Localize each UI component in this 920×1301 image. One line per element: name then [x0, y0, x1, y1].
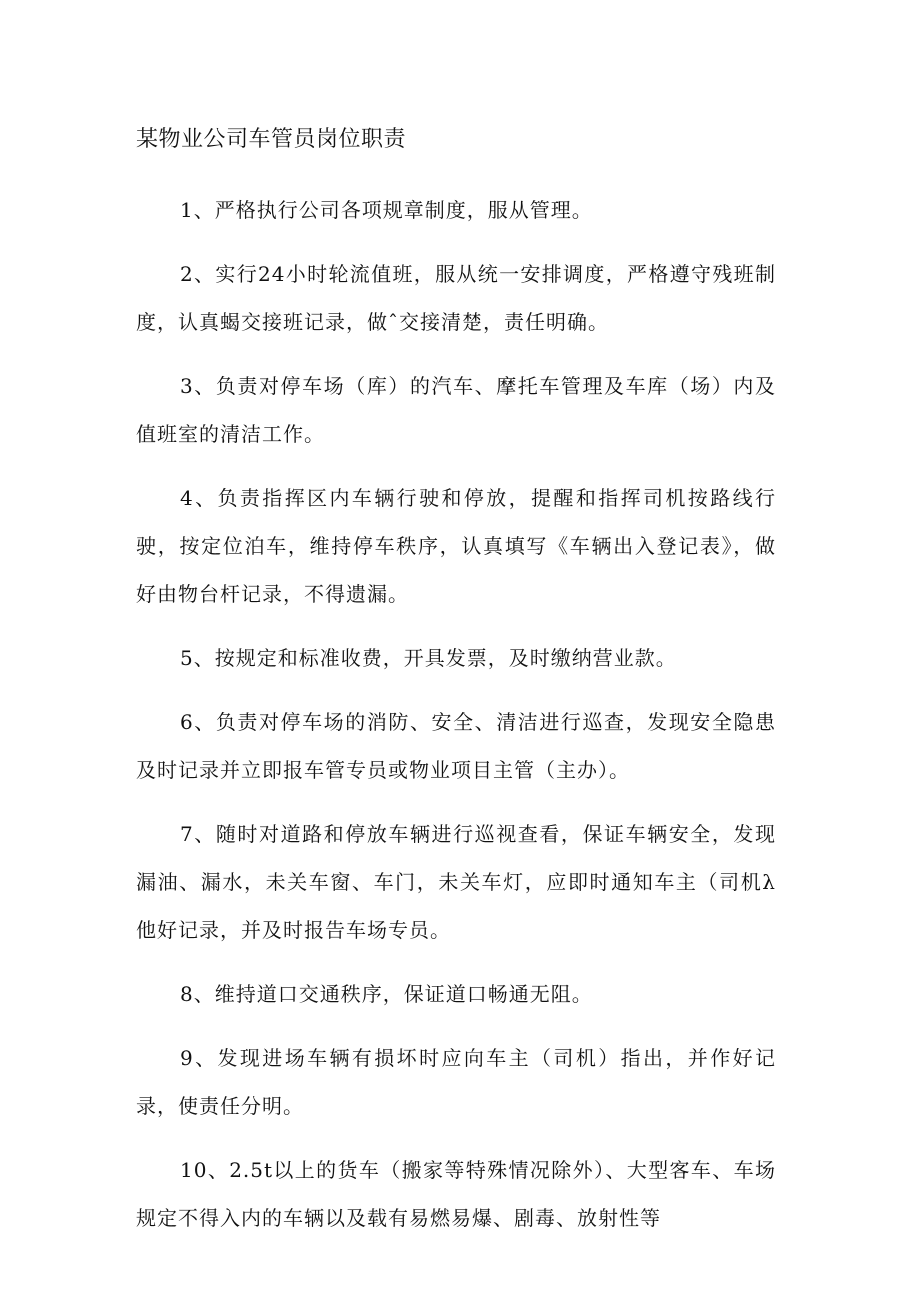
document-title: 某物业公司车管员岗位职责: [136, 127, 407, 152]
duty-item-8: 8、维持道口交通秩序，保证道口畅通无阻。: [180, 982, 593, 1006]
duty-item-3: 3、负责对停车场（库）的汽车、摩托车管理及车库（场）内及值班室的清洁工作。: [136, 374, 776, 446]
duty-item-4: 4、负责指挥区内车辆行驶和停放，提醒和指挥司机按路线行驶，按定位泊车，维持停车秩序，认真填写《车辆出入登记表》，做好由物台杆记录，不得遗漏。: [136, 486, 776, 606]
duty-item-1: 1、严格执行公司各项规章制度，服从管理。: [180, 198, 593, 222]
duty-item-10: 10、2.5t以上的货车（搬家等特殊情况除外）、大型客车、车场规定不得入内的车辆以及载有易燃易爆、剧毒、放射性等: [136, 1158, 776, 1230]
duty-item-6: 6、负责对停车场的消防、安全、清洁进行巡查，发现安全隐患及时记录并立即报车管专员或物业项目主管（主办）。: [136, 710, 776, 782]
duty-item-7: 7、随时对道路和停放车辆进行巡视查看，保证车辆安全，发现漏油、漏水，未关车窗、车门，未关车灯，应即时通知车主（司机λ他好记录，并及时报告车场专员。: [136, 822, 776, 942]
document-body: [136, 186, 776, 1258]
duty-item-5: 5、按规定和标准收费，开具发票，及时缴纳营业款。: [180, 646, 677, 670]
duty-item-2: 2、实行24小时轮流值班，服从统一安排调度，严格遵守残班制度，认真蝎交接班记录，做ˆ交接清楚，责任明确。: [136, 262, 776, 334]
duty-item-9: 9、发现进场车辆有损坏时应向车主（司机）指出，并作好记录，使责任分明。: [136, 1046, 776, 1118]
